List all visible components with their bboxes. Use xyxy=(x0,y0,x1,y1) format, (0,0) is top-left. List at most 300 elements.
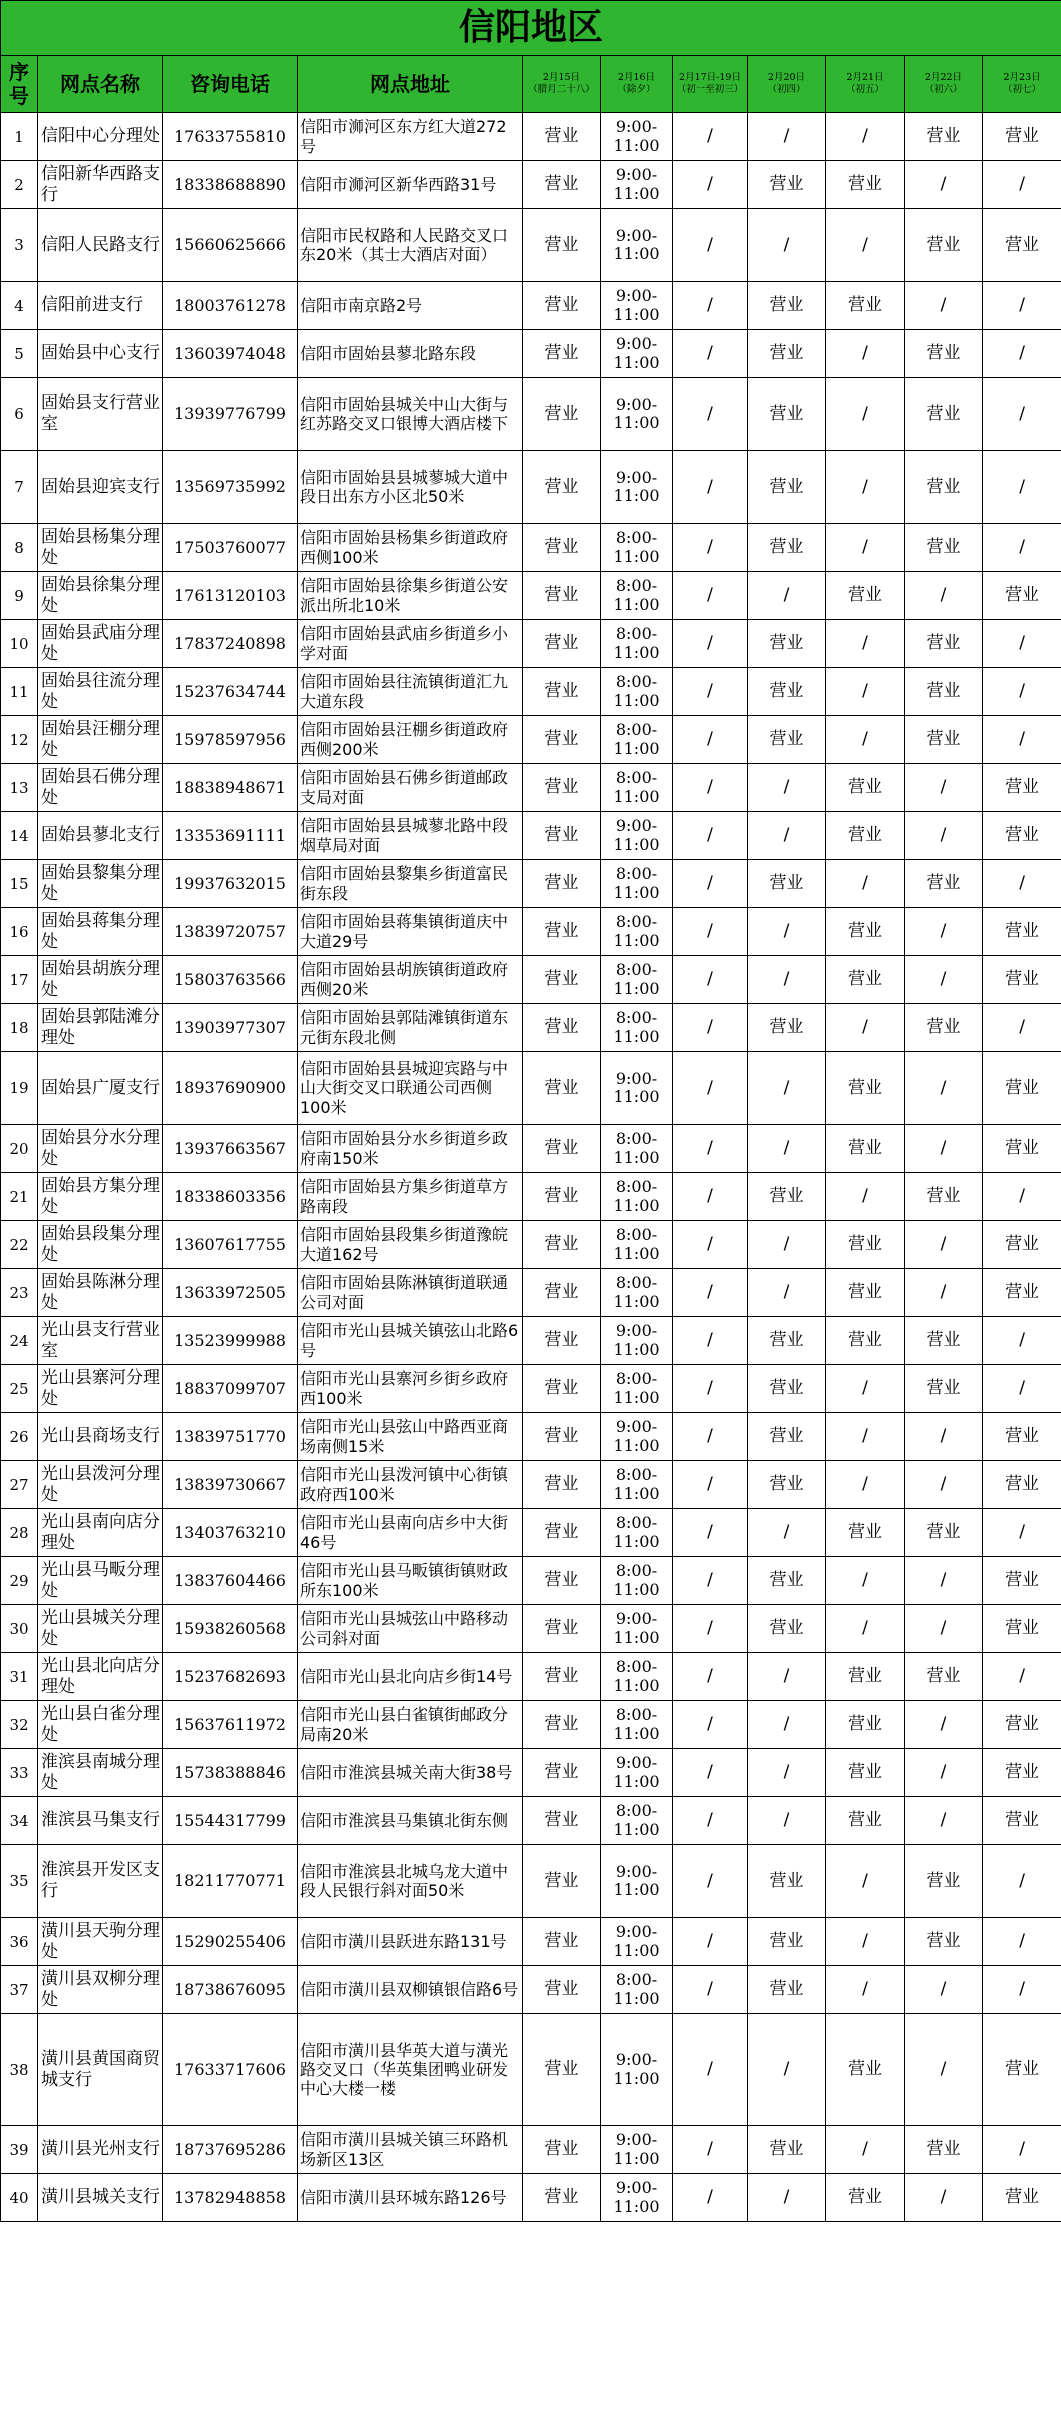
hours-feb16: 8:00- 11:00 xyxy=(601,1701,673,1749)
status-feb20: / xyxy=(748,2014,826,2126)
status-feb23: 营业 xyxy=(983,1461,1061,1509)
status-feb21: / xyxy=(826,1365,905,1413)
table-row xyxy=(1,1004,1061,1052)
branch-name: 固始县武庙分理处 xyxy=(38,620,163,668)
branch-address: 信阳市固始县县城蓼城大道中段日出东方小区北50米 xyxy=(298,451,523,524)
branch-phone: 13782948858 xyxy=(163,2174,298,2222)
status-feb21: / xyxy=(826,1413,905,1461)
status-feb22: / xyxy=(905,1701,983,1749)
header-date-0-date: 2月15日 xyxy=(542,72,581,84)
row-seq: 17 xyxy=(1,956,38,1004)
status-feb15: 营业 xyxy=(523,524,601,572)
status-feb15: 营业 xyxy=(523,1653,601,1701)
status-feb15: 营业 xyxy=(523,1004,601,1052)
status-feb20: 营业 xyxy=(748,716,826,764)
branch-address: 信阳市固始县方集乡街道草方路南段 xyxy=(298,1173,523,1221)
row-seq: 20 xyxy=(1,1125,38,1173)
table-row xyxy=(1,764,1061,812)
table-row xyxy=(1,956,1061,1004)
status-feb15: 营业 xyxy=(523,209,601,282)
status-feb21: / xyxy=(826,113,905,161)
status-feb15: 营业 xyxy=(523,113,601,161)
branch-address: 信阳市潢川县华英大道与潢光路交叉口（华英集团鸭业研发中心大楼一楼 xyxy=(298,2014,523,2126)
branch-address: 信阳市潢川县跃进东路131号 xyxy=(298,1918,523,1966)
branch-phone: 15938260568 xyxy=(163,1605,298,1653)
branch-phone: 15660625666 xyxy=(163,209,298,282)
branch-name: 光山县城关分理处 xyxy=(38,1605,163,1653)
branch-name: 固始县郭陆滩分理处 xyxy=(38,1004,163,1052)
status-feb17-19: / xyxy=(673,1052,748,1125)
status-feb23: / xyxy=(983,1845,1061,1918)
status-feb20: / xyxy=(748,1701,826,1749)
status-feb23: 营业 xyxy=(983,1797,1061,1845)
branch-address: 信阳市光山县马畈镇街镇财政所东100米 xyxy=(298,1557,523,1605)
status-feb20: 营业 xyxy=(748,2126,826,2174)
status-feb17-19: / xyxy=(673,1557,748,1605)
status-feb17-19: / xyxy=(673,161,748,209)
status-feb17-19: / xyxy=(673,1797,748,1845)
status-feb17-19: / xyxy=(673,524,748,572)
status-feb22: 营业 xyxy=(905,451,983,524)
branch-address: 信阳市淮滨县北城乌龙大道中段人民银行斜对面50米 xyxy=(298,1845,523,1918)
status-feb17-19: / xyxy=(673,2174,748,2222)
status-feb20: 营业 xyxy=(748,1317,826,1365)
branch-address: 信阳市光山县北向店乡街14号 xyxy=(298,1653,523,1701)
hours-feb16: 8:00- 11:00 xyxy=(601,860,673,908)
status-feb21: 营业 xyxy=(826,282,905,330)
status-feb22: / xyxy=(905,1557,983,1605)
row-seq: 36 xyxy=(1,1918,38,1966)
status-feb17-19: / xyxy=(673,620,748,668)
header-address: 网点地址 xyxy=(298,56,523,113)
branch-phone: 18211770771 xyxy=(163,1845,298,1918)
row-seq: 26 xyxy=(1,1413,38,1461)
status-feb15: 营业 xyxy=(523,620,601,668)
status-feb21: 营业 xyxy=(826,908,905,956)
status-feb21: / xyxy=(826,1461,905,1509)
branch-phone: 13937663567 xyxy=(163,1125,298,1173)
status-feb21: 营业 xyxy=(826,1221,905,1269)
status-feb22: 营业 xyxy=(905,330,983,378)
status-feb21: / xyxy=(826,716,905,764)
hours-feb16: 9:00- 11:00 xyxy=(601,378,673,451)
table-row xyxy=(1,1966,1061,2014)
status-feb22: 营业 xyxy=(905,1918,983,1966)
status-feb20: / xyxy=(748,764,826,812)
status-feb23: / xyxy=(983,1653,1061,1701)
status-feb15: 营业 xyxy=(523,1365,601,1413)
status-feb17-19: / xyxy=(673,1125,748,1173)
header-date-5 xyxy=(905,56,983,113)
status-feb15: 营业 xyxy=(523,1749,601,1797)
header-row xyxy=(1,56,1061,113)
table-row xyxy=(1,1653,1061,1701)
branch-phone: 15637611972 xyxy=(163,1701,298,1749)
status-feb17-19: / xyxy=(673,1461,748,1509)
status-feb17-19: / xyxy=(673,668,748,716)
hours-feb16: 8:00- 11:00 xyxy=(601,1797,673,1845)
status-feb20: / xyxy=(748,1269,826,1317)
row-seq: 15 xyxy=(1,860,38,908)
header-date-5-date: 2月22日 xyxy=(924,72,963,84)
status-feb21: / xyxy=(826,524,905,572)
table-row xyxy=(1,1509,1061,1557)
hours-feb16: 9:00- 11:00 xyxy=(601,812,673,860)
branch-address: 信阳市潢川县环城东路126号 xyxy=(298,2174,523,2222)
status-feb21: / xyxy=(826,668,905,716)
status-feb17-19: / xyxy=(673,2014,748,2126)
branch-address: 信阳市南京路2号 xyxy=(298,282,523,330)
status-feb17-19: / xyxy=(673,1845,748,1918)
status-feb17-19: / xyxy=(673,1605,748,1653)
branch-name: 信阳人民路支行 xyxy=(38,209,163,282)
branch-name: 固始县黎集分理处 xyxy=(38,860,163,908)
status-feb15: 营业 xyxy=(523,282,601,330)
table-row xyxy=(1,378,1061,451)
header-date-2-note: （初一至初三） xyxy=(676,84,744,95)
status-feb22: 营业 xyxy=(905,1653,983,1701)
branch-address: 信阳市固始县往流镇街道汇九大道东段 xyxy=(298,668,523,716)
status-feb22: / xyxy=(905,161,983,209)
branch-name: 固始县往流分理处 xyxy=(38,668,163,716)
branch-phone: 13603974048 xyxy=(163,330,298,378)
status-feb17-19: / xyxy=(673,1653,748,1701)
status-feb20: 营业 xyxy=(748,1918,826,1966)
status-feb17-19: / xyxy=(673,1221,748,1269)
row-seq: 2 xyxy=(1,161,38,209)
status-feb22: 营业 xyxy=(905,1365,983,1413)
table-row xyxy=(1,1125,1061,1173)
row-seq: 29 xyxy=(1,1557,38,1605)
status-feb23: 营业 xyxy=(983,908,1061,956)
branch-name: 淮滨县南城分理处 xyxy=(38,1749,163,1797)
header-date-1-date: 2月16日 xyxy=(617,72,656,84)
status-feb22: 营业 xyxy=(905,1004,983,1052)
hours-feb16: 9:00- 11:00 xyxy=(601,1413,673,1461)
status-feb23: / xyxy=(983,1365,1061,1413)
branch-phone: 13903977307 xyxy=(163,1004,298,1052)
status-feb15: 营业 xyxy=(523,161,601,209)
branch-address: 信阳市固始县县城迎宾路与中山大街交叉口联通公司西侧100米 xyxy=(298,1052,523,1125)
hours-feb16: 9:00- 11:00 xyxy=(601,1918,673,1966)
status-feb17-19: / xyxy=(673,1509,748,1557)
branch-phone: 13839730667 xyxy=(163,1461,298,1509)
table-row xyxy=(1,113,1061,161)
status-feb23: 营业 xyxy=(983,572,1061,620)
branch-phone: 13607617755 xyxy=(163,1221,298,1269)
table-row xyxy=(1,1557,1061,1605)
status-feb21: / xyxy=(826,1004,905,1052)
hours-feb16: 8:00- 11:00 xyxy=(601,908,673,956)
branch-phone: 15978597956 xyxy=(163,716,298,764)
status-feb23: / xyxy=(983,1966,1061,2014)
table-row xyxy=(1,282,1061,330)
status-feb21: 营业 xyxy=(826,572,905,620)
status-feb21: 营业 xyxy=(826,2174,905,2222)
status-feb21: 营业 xyxy=(826,161,905,209)
status-feb23: / xyxy=(983,451,1061,524)
table-row xyxy=(1,451,1061,524)
branch-name: 光山县南向店分理处 xyxy=(38,1509,163,1557)
status-feb22: / xyxy=(905,2014,983,2126)
status-feb20: 营业 xyxy=(748,1557,826,1605)
hours-feb16: 8:00- 11:00 xyxy=(601,1509,673,1557)
status-feb22: / xyxy=(905,2174,983,2222)
table-row xyxy=(1,161,1061,209)
status-feb21: 营业 xyxy=(826,2014,905,2126)
status-feb23: / xyxy=(983,2126,1061,2174)
header-date-3-note: （初四） xyxy=(767,84,806,95)
status-feb22: / xyxy=(905,1413,983,1461)
status-feb23: 营业 xyxy=(983,812,1061,860)
branch-phone: 13633972505 xyxy=(163,1269,298,1317)
status-feb23: 营业 xyxy=(983,2174,1061,2222)
row-seq: 32 xyxy=(1,1701,38,1749)
branch-name: 潢川县黄国商贸城支行 xyxy=(38,2014,163,2126)
branch-name: 固始县广厦支行 xyxy=(38,1052,163,1125)
branch-address: 信阳市光山县城关镇弦山北路6号 xyxy=(298,1317,523,1365)
table-row xyxy=(1,1052,1061,1125)
status-feb20: 营业 xyxy=(748,1461,826,1509)
row-seq: 33 xyxy=(1,1749,38,1797)
row-seq: 40 xyxy=(1,2174,38,2222)
table-row xyxy=(1,812,1061,860)
title-row xyxy=(1,1,1061,56)
hours-feb16: 8:00- 11:00 xyxy=(601,620,673,668)
status-feb21: 营业 xyxy=(826,1653,905,1701)
table-row xyxy=(1,1173,1061,1221)
status-feb20: / xyxy=(748,1749,826,1797)
status-feb22: 营业 xyxy=(905,620,983,668)
branch-address: 信阳市固始县石佛乡街道邮政支局对面 xyxy=(298,764,523,812)
branch-name: 潢川县天驹分理处 xyxy=(38,1918,163,1966)
status-feb20: 营业 xyxy=(748,1173,826,1221)
branch-phone: 18937690900 xyxy=(163,1052,298,1125)
status-feb22: / xyxy=(905,572,983,620)
page-title: 信阳地区 xyxy=(1,1,1061,56)
branch-name: 固始县杨集分理处 xyxy=(38,524,163,572)
branch-name: 固始县陈淋分理处 xyxy=(38,1269,163,1317)
row-seq: 39 xyxy=(1,2126,38,2174)
branch-phone: 13403763210 xyxy=(163,1509,298,1557)
row-seq: 16 xyxy=(1,908,38,956)
status-feb23: 营业 xyxy=(983,1221,1061,1269)
branch-name: 固始县徐集分理处 xyxy=(38,572,163,620)
status-feb15: 营业 xyxy=(523,1845,601,1918)
table-row xyxy=(1,1413,1061,1461)
status-feb15: 营业 xyxy=(523,1701,601,1749)
branch-name: 光山县泼河分理处 xyxy=(38,1461,163,1509)
branch-address: 信阳市固始县徐集乡街道公安派出所北10米 xyxy=(298,572,523,620)
row-seq: 35 xyxy=(1,1845,38,1918)
hours-feb16: 9:00- 11:00 xyxy=(601,2126,673,2174)
status-feb15: 营业 xyxy=(523,1125,601,1173)
status-feb15: 营业 xyxy=(523,330,601,378)
branch-name: 固始县汪棚分理处 xyxy=(38,716,163,764)
status-feb23: / xyxy=(983,1317,1061,1365)
status-feb21: / xyxy=(826,1845,905,1918)
branch-address: 信阳市潢川县双柳镇银信路6号 xyxy=(298,1966,523,2014)
status-feb20: / xyxy=(748,1221,826,1269)
branch-name: 固始县石佛分理处 xyxy=(38,764,163,812)
status-feb17-19: / xyxy=(673,1701,748,1749)
hours-feb16: 9:00- 11:00 xyxy=(601,209,673,282)
status-feb15: 营业 xyxy=(523,2126,601,2174)
hours-feb16: 9:00- 11:00 xyxy=(601,1605,673,1653)
table-row xyxy=(1,716,1061,764)
status-feb23: / xyxy=(983,282,1061,330)
hours-feb16: 8:00- 11:00 xyxy=(601,1221,673,1269)
status-feb23: / xyxy=(983,668,1061,716)
status-feb17-19: / xyxy=(673,113,748,161)
status-feb22: 营业 xyxy=(905,378,983,451)
branch-phone: 15237634744 xyxy=(163,668,298,716)
header-phone: 咨询电话 xyxy=(163,56,298,113)
hours-feb16: 9:00- 11:00 xyxy=(601,1052,673,1125)
row-seq: 8 xyxy=(1,524,38,572)
status-feb20: 营业 xyxy=(748,330,826,378)
branch-address: 信阳市固始县郭陆滩镇街道东元街东段北侧 xyxy=(298,1004,523,1052)
row-seq: 25 xyxy=(1,1365,38,1413)
status-feb17-19: / xyxy=(673,209,748,282)
status-feb21: 营业 xyxy=(826,1749,905,1797)
status-feb17-19: / xyxy=(673,908,748,956)
status-feb22: / xyxy=(905,1966,983,2014)
branch-address: 信阳市固始县城关中山大街与红苏路交叉口银博大酒店楼下 xyxy=(298,378,523,451)
branch-phone: 18838948671 xyxy=(163,764,298,812)
status-feb15: 营业 xyxy=(523,572,601,620)
branch-name: 固始县胡族分理处 xyxy=(38,956,163,1004)
status-feb21: / xyxy=(826,2126,905,2174)
table-row xyxy=(1,2014,1061,2126)
table-row xyxy=(1,330,1061,378)
status-feb15: 营业 xyxy=(523,1221,601,1269)
hours-feb16: 9:00- 11:00 xyxy=(601,282,673,330)
hours-feb16: 8:00- 11:00 xyxy=(601,1653,673,1701)
status-feb23: 营业 xyxy=(983,1557,1061,1605)
header-date-6 xyxy=(983,56,1061,113)
status-feb20: / xyxy=(748,2174,826,2222)
status-feb23: 营业 xyxy=(983,764,1061,812)
status-feb22: / xyxy=(905,282,983,330)
row-seq: 24 xyxy=(1,1317,38,1365)
status-feb21: / xyxy=(826,1966,905,2014)
branch-address: 信阳市固始县汪棚乡街道政府西侧200米 xyxy=(298,716,523,764)
status-feb15: 营业 xyxy=(523,1797,601,1845)
branch-name: 光山县商场支行 xyxy=(38,1413,163,1461)
branch-name: 光山县寨河分理处 xyxy=(38,1365,163,1413)
hours-feb16: 8:00- 11:00 xyxy=(601,1461,673,1509)
header-date-1 xyxy=(601,56,673,113)
status-feb17-19: / xyxy=(673,860,748,908)
status-feb20: 营业 xyxy=(748,451,826,524)
branch-phone: 18338688890 xyxy=(163,161,298,209)
status-feb21: 营业 xyxy=(826,1052,905,1125)
status-feb15: 营业 xyxy=(523,1052,601,1125)
status-feb21: 营业 xyxy=(826,1317,905,1365)
status-feb20: / xyxy=(748,1653,826,1701)
status-feb17-19: / xyxy=(673,1966,748,2014)
status-feb20: 营业 xyxy=(748,668,826,716)
status-feb21: / xyxy=(826,860,905,908)
table-row xyxy=(1,1461,1061,1509)
status-feb23: / xyxy=(983,620,1061,668)
status-feb20: 营业 xyxy=(748,1966,826,2014)
status-feb22: / xyxy=(905,764,983,812)
status-feb20: / xyxy=(748,209,826,282)
hours-feb16: 8:00- 11:00 xyxy=(601,524,673,572)
status-feb20: 营业 xyxy=(748,282,826,330)
row-seq: 13 xyxy=(1,764,38,812)
branch-phone: 13839751770 xyxy=(163,1413,298,1461)
status-feb21: 营业 xyxy=(826,1269,905,1317)
status-feb15: 营业 xyxy=(523,1173,601,1221)
row-seq: 28 xyxy=(1,1509,38,1557)
branch-phone: 13839720757 xyxy=(163,908,298,956)
status-feb21: / xyxy=(826,209,905,282)
branch-name: 信阳中心分理处 xyxy=(38,113,163,161)
status-feb21: 营业 xyxy=(826,1509,905,1557)
status-feb17-19: / xyxy=(673,572,748,620)
status-feb22: 营业 xyxy=(905,1317,983,1365)
header-date-3 xyxy=(748,56,826,113)
status-feb17-19: / xyxy=(673,812,748,860)
status-feb15: 营业 xyxy=(523,812,601,860)
status-feb21: / xyxy=(826,1918,905,1966)
status-feb17-19: / xyxy=(673,282,748,330)
branch-address: 信阳市固始县段集乡街道豫皖大道162号 xyxy=(298,1221,523,1269)
status-feb20: / xyxy=(748,1509,826,1557)
branch-address: 信阳市固始县分水乡街道乡政府南150米 xyxy=(298,1125,523,1173)
row-seq: 10 xyxy=(1,620,38,668)
status-feb22: / xyxy=(905,908,983,956)
status-feb23: / xyxy=(983,1509,1061,1557)
status-feb23: 营业 xyxy=(983,1269,1061,1317)
hours-feb16: 9:00- 11:00 xyxy=(601,2014,673,2126)
status-feb21: 营业 xyxy=(826,812,905,860)
row-seq: 7 xyxy=(1,451,38,524)
branch-name: 固始县蒋集分理处 xyxy=(38,908,163,956)
status-feb22: / xyxy=(905,812,983,860)
table-row xyxy=(1,1749,1061,1797)
status-feb21: / xyxy=(826,1557,905,1605)
status-feb20: 营业 xyxy=(748,620,826,668)
status-feb22: / xyxy=(905,956,983,1004)
hours-feb16: 9:00- 11:00 xyxy=(601,161,673,209)
hours-feb16: 9:00- 11:00 xyxy=(601,113,673,161)
branch-phone: 17633755810 xyxy=(163,113,298,161)
branch-address: 信阳市固始县县城蓼北路中段烟草局对面 xyxy=(298,812,523,860)
status-feb23: 营业 xyxy=(983,1701,1061,1749)
status-feb21: / xyxy=(826,451,905,524)
row-seq: 5 xyxy=(1,330,38,378)
status-feb20: 营业 xyxy=(748,1413,826,1461)
branch-address: 信阳市淮滨县马集镇北街东侧 xyxy=(298,1797,523,1845)
status-feb15: 营业 xyxy=(523,860,601,908)
status-feb23: 营业 xyxy=(983,209,1061,282)
table-row xyxy=(1,908,1061,956)
branch-address: 信阳市光山县弦山中路西亚商场南侧15米 xyxy=(298,1413,523,1461)
status-feb17-19: / xyxy=(673,1413,748,1461)
header-date-4 xyxy=(826,56,905,113)
branch-name: 淮滨县马集支行 xyxy=(38,1797,163,1845)
branch-address: 信阳市固始县武庙乡街道乡小学对面 xyxy=(298,620,523,668)
branch-name: 固始县方集分理处 xyxy=(38,1173,163,1221)
hours-feb16: 8:00- 11:00 xyxy=(601,1557,673,1605)
status-feb21: / xyxy=(826,378,905,451)
status-feb21: / xyxy=(826,330,905,378)
status-feb22: 营业 xyxy=(905,113,983,161)
